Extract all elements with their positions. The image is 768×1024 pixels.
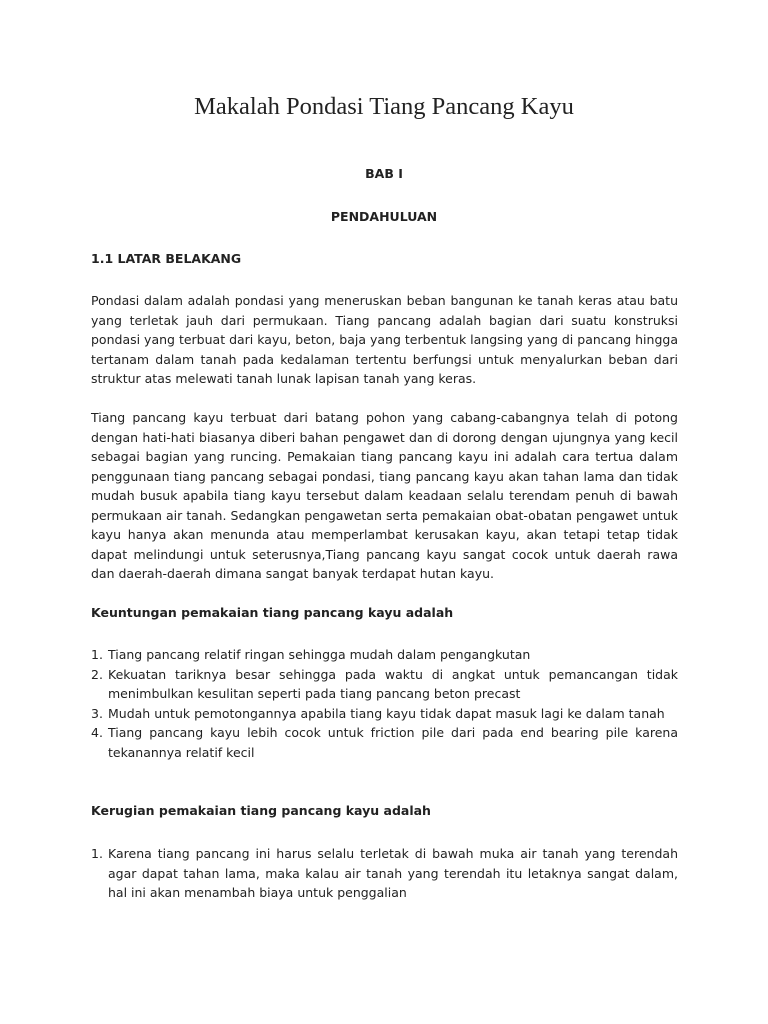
chapter-title: PENDAHULUAN — [330, 209, 438, 224]
advantages-list — [91, 645, 678, 762]
list-item-number: 2. — [91, 666, 103, 682]
list-item-text: Tiang pancang relatif ringan sehingga mudah dalam pengangkutan — [108, 647, 531, 662]
list-item — [91, 665, 678, 704]
disadvantages-list — [91, 844, 678, 903]
list-item-text: Kekuatan tariknya besar sehingga pada waktu di angkat untuk pemancangan tidak menimbulkan kesulitan seperti pada tiang pancang beton precast — [108, 666, 678, 701]
advantages-heading: Keuntungan pemakaian tiang pancang kayu adalah — [91, 605, 454, 620]
list-item-number: 1. — [91, 647, 103, 662]
disadvantages-heading: Kerugian pemakaian tiang pancang kayu adalah — [91, 803, 431, 818]
list-item-text: Mudah untuk pemotongannya apabila tiang kayu tidak dapat masuk lagi ke dalam tanah — [108, 705, 665, 721]
list-item — [91, 645, 678, 665]
list-item-number: 1. — [91, 846, 103, 861]
paragraph-2: Tiang pancang kayu terbuat dari batang pohon yang cabang-cabangnya telah di potong dengan hati-hati biasanya diberi bahan pengawet dan di dorong dengan ujungnya yang kecil sebagai bagian yang runcing. Pemakaian tiang pancang kayu ini adalah cara tertua dalam penggunaan tiang pancang sebagai pondasi, tiang pancang kayu akan tahan lama dan tidak mudah busuk apabila tiang kayu tersebut dalam keadaan selalu terendam penuh di bawah permukaan air tanah. Sedangkan pengawetan serta pemakaian obat-obatan pengawet untuk kayu hanya akan menunda atau memperlambat kerusakan kayu, akan tetapi tetap tidak dapat melindungi untuk seterusnya,Tiang pancang kayu sangat cocok untuk daerah rawa dan daerah-daerah dimana sangat banyak terdapat hutan kayu. — [91, 410, 678, 581]
list-item-text: Tiang pancang kayu lebih cocok untuk friction pile dari pada end bearing pile karena tekanannya relatif kecil — [108, 725, 678, 760]
paragraph-1: Pondasi dalam adalah pondasi yang meneruskan beban bangunan ke tanah keras atau batu yang terletak jauh dari permukaan. Tiang pancang adalah bagian dari suatu konstruksi pondasi yang terbuat dari kayu, beton, baja yang terbentuk langsing yang di pancang hingga tertanam dalam tanah pada kedalaman tertentu berfungsi untuk menyalurkan beban dari struktur atas melewati tanah lunak lapisan tanah yang keras. — [91, 293, 678, 386]
list-item — [91, 704, 678, 724]
document-title: Makalah Pondasi Tiang Pancang Kayu — [194, 93, 574, 120]
list-item — [91, 844, 678, 903]
chapter-number: BAB I — [365, 166, 403, 181]
list-item — [91, 723, 678, 762]
section-heading: 1.1 LATAR BELAKANG — [91, 251, 242, 266]
list-item-text: Karena tiang pancang ini harus selalu terletak di bawah muka air tanah yang terendah agar dapat tahan lama, maka kalau air tanah yang terendah itu letaknya sangat dalam, hal ini akan menambah biaya untuk penggalian — [108, 846, 678, 900]
list-item-number: 3. — [91, 705, 103, 721]
list-item-number: 4. — [91, 725, 103, 740]
